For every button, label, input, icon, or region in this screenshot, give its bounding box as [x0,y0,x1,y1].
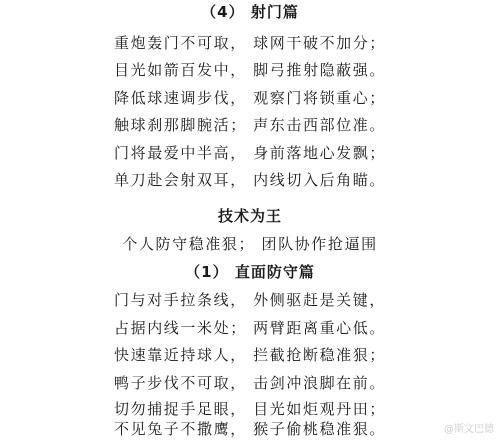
verse-line: 快速靠近持球人， 拦截抢断稳准狠； [114,346,386,364]
verse-line: 门与对手拉条线， 外侧驱赶是关键， [114,291,386,309]
verse-line: 降低球速调步伐， 观察门将锁重心； [114,89,386,107]
section-heading-shooting: （4） 射门篇 [201,3,299,21]
chapter-title: 技术为王 [217,207,282,225]
verse-line: 门将最爱中半高， 身前落地心发飘； [114,144,386,162]
verse-line: 触球刹那脚腕活； 声东击西部位准。 [114,116,386,134]
section-heading-defense: （1） 直面防守篇 [185,263,315,281]
verse-line: 单刀赴会射双耳， 内线切入后角瞄。 [114,171,386,189]
chapter-subtitle: 个人防守稳准狠； 团队协作抢逼围 [122,235,378,253]
verse-line: 鸭子步伐不可取， 击剑冲浪脚在前。 [114,374,386,392]
verse-line: 不见兔子不撒鹰， 猴子偷桃稳准狠。 [114,420,386,438]
verse-line: 占据内线一米处； 两臂距离重心低。 [114,319,386,337]
verse-line: 目光如箭百发中， 脚弓推射隐蔽强。 [114,61,386,79]
verse-line: 重炮轰门不可取， 球网干破不加分； [114,34,386,52]
watermark: @斯文巴德 [444,424,494,435]
verse-line: 切勿捕捉手足眼， 目光如炬观丹田； [114,400,386,418]
